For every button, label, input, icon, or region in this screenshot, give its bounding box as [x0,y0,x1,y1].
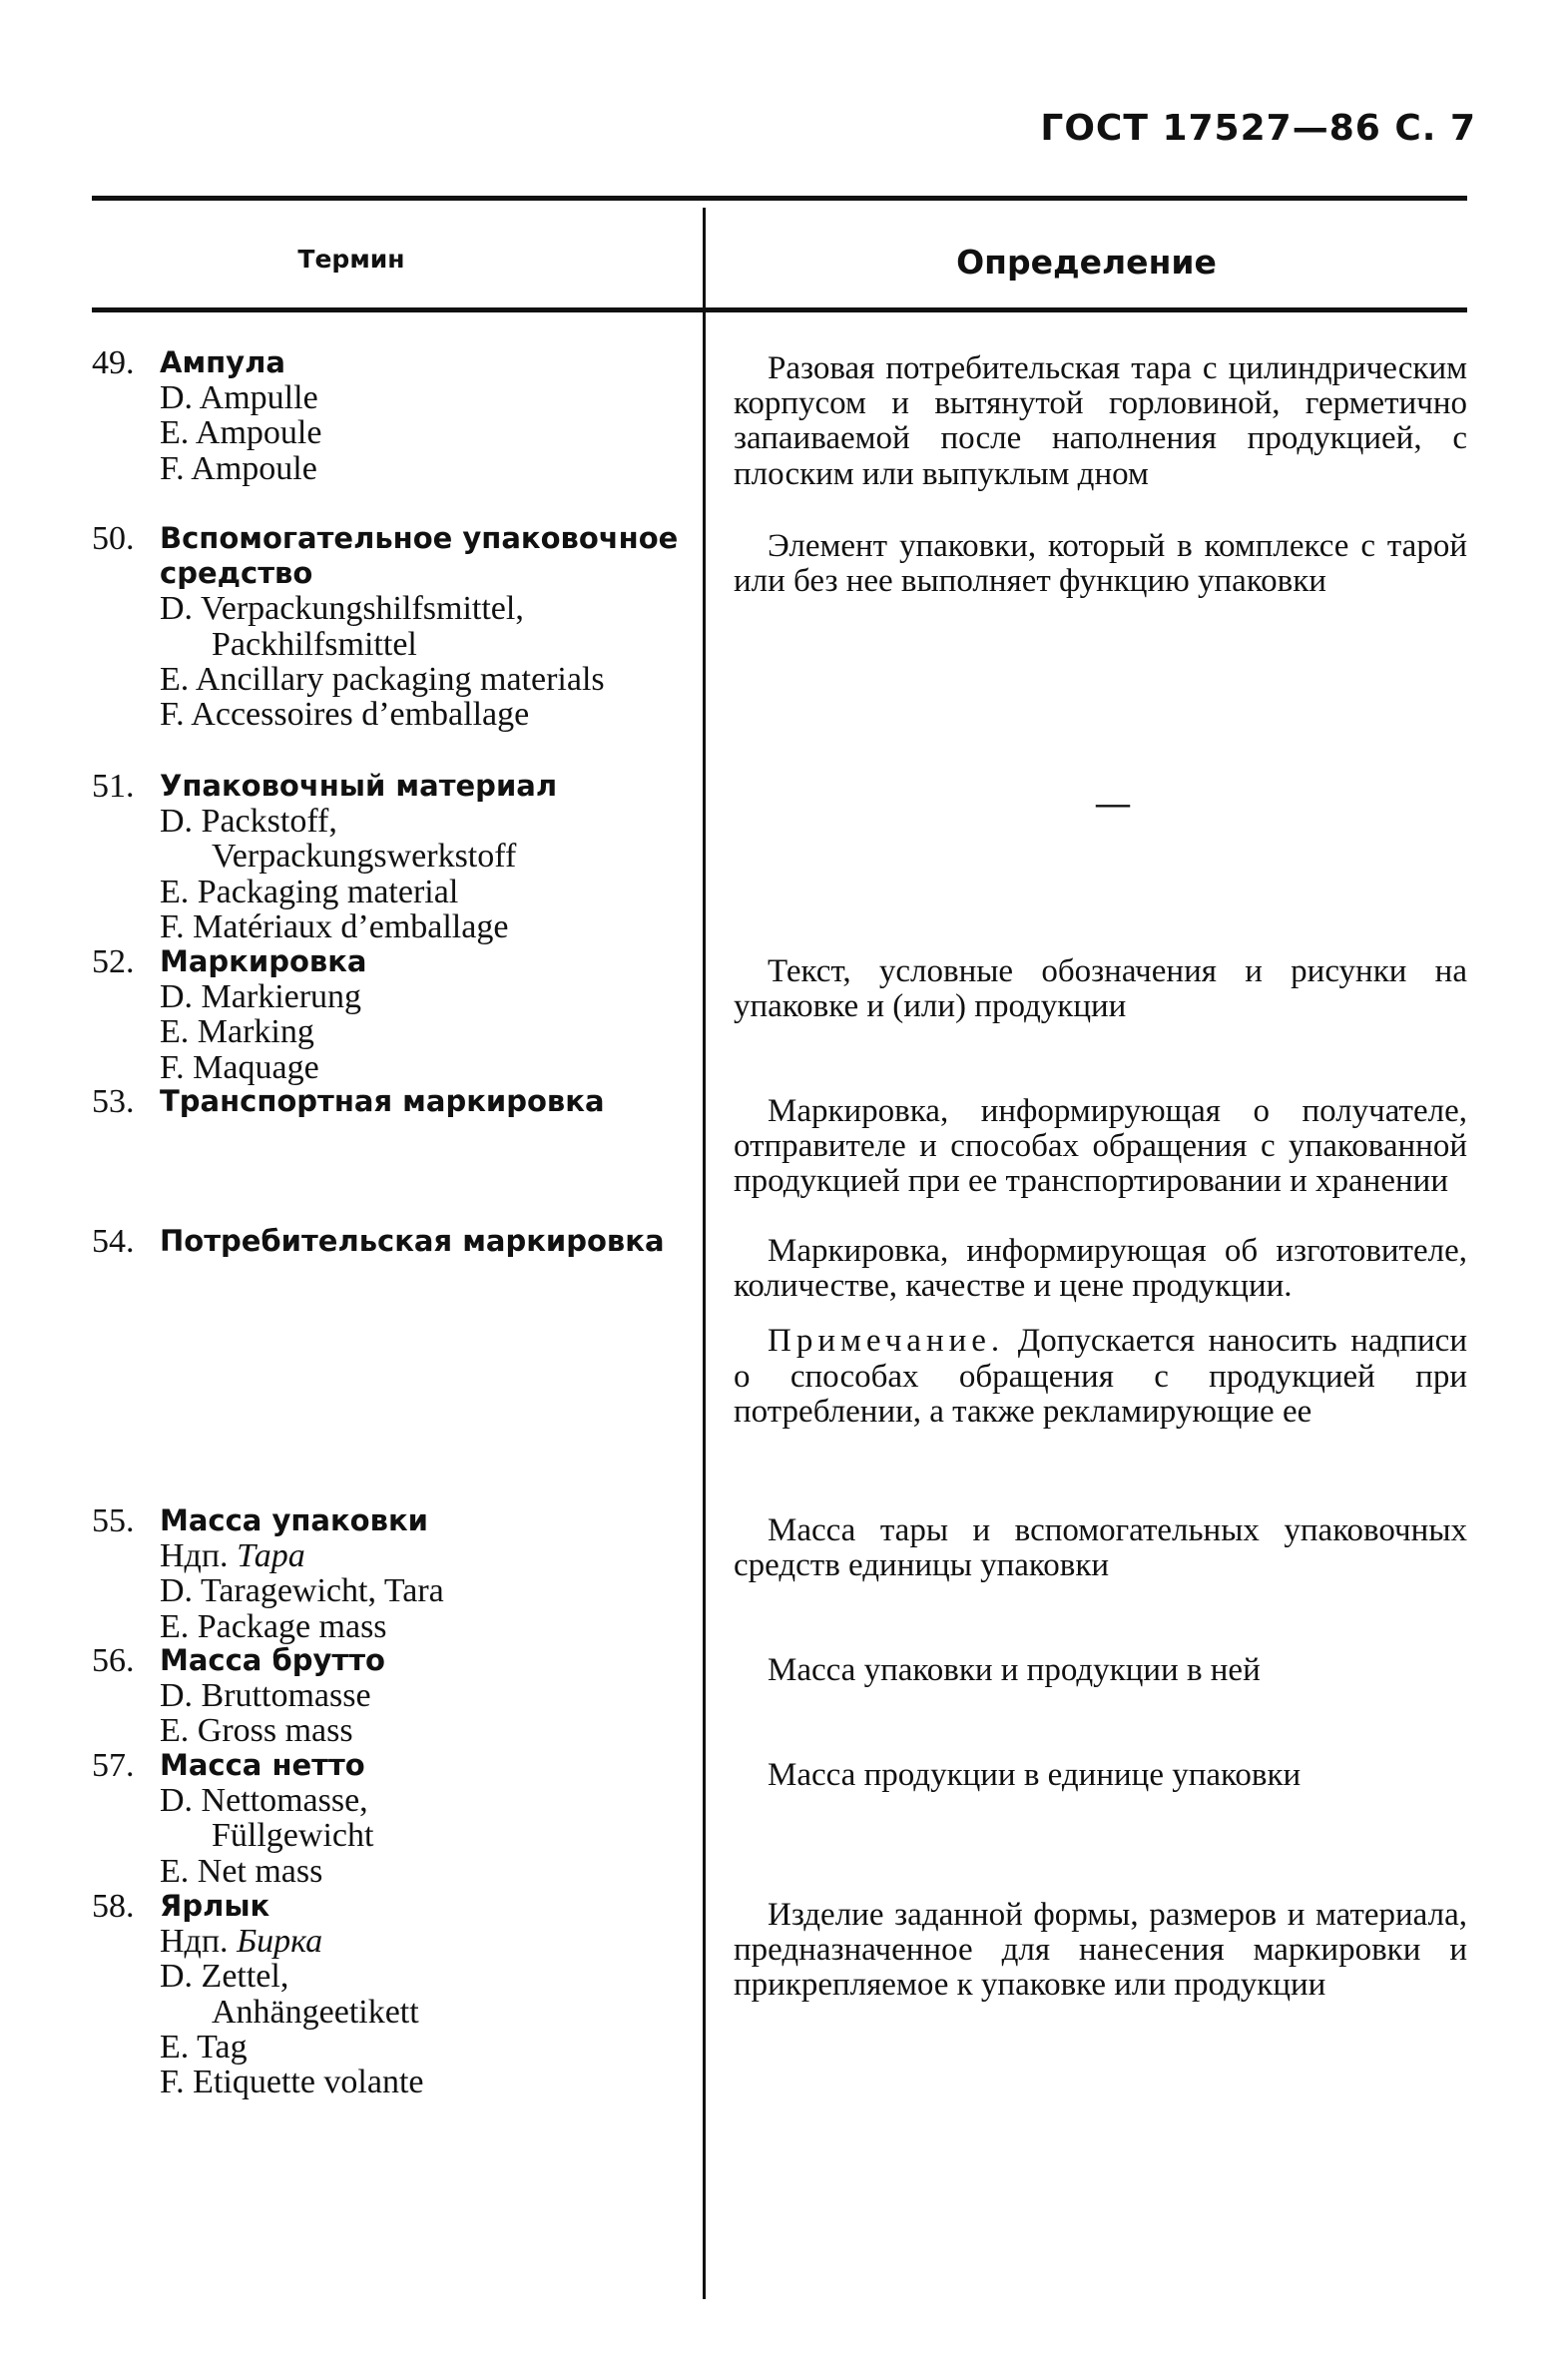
definition-53: Маркировка, информирующая о получателе, отправителе и способах обращения с упакованной продукцией при ее транспортировании и хранении [734,1093,1467,1200]
term-translation: F. Etiquette volante [160,2064,424,2101]
term-translation: F. Ampoule [160,449,317,487]
term-entry-50 [92,521,691,732]
term-number: 50. [92,520,135,557]
term-translation: E. Ampoule [160,414,322,452]
term-number: 55. [92,1502,135,1539]
term-translation: D. Verpackungshilfsmittel, [160,590,524,628]
term-translation: E. Tag [160,2028,248,2066]
term-name: Упаковочный материал [160,769,558,803]
column-header-term: Термин [297,245,405,274]
table-top-rule [92,196,1467,201]
term-translation: F. Accessoires d’emballage [160,696,530,734]
definition-54: Маркировка, информирующая об изготовителе, количестве, качестве и цене продукции. Примечание. Допускается наносить надписи о способах обращения с продукцией при потреблении, а также рекламирующие ее [734,1233,1467,1430]
term-entry-56 [92,1643,691,1749]
term-translation: E. Package mass [160,1607,387,1645]
term-number: 57. [92,1747,135,1784]
term-entry-52 [92,944,691,1085]
term-translation: D. Packstoff, [160,803,337,841]
table-header-rule [92,307,1467,312]
term-translation: Packhilfsmittel [212,625,417,663]
term-translation: E. Packaging material [160,873,459,910]
term-translation: E. Gross mass [160,1712,353,1750]
definition-57: Масса продукции в единице упаковки [768,1757,1302,1793]
page-reference: ГОСТ 17527—86 С. 7 [1040,108,1476,149]
term-translation: F. Maquage [160,1048,319,1086]
term-translation: E. Net mass [160,1852,323,1890]
column-divider [703,208,706,2299]
term-translation: Füllgewicht [212,1817,374,1855]
term-entry-51 [92,769,691,944]
term-entry-53 [92,1084,691,1119]
term-number: 52. [92,943,135,980]
definition-55: Масса тары и вспомогательных упаковочных средств единицы упаковки [734,1512,1467,1584]
column-header-definition: Определение [956,243,1217,282]
term-translation: Anhängeetikett [212,1993,419,2031]
term-number: 49. [92,344,135,381]
definition-50: Элемент упаковки, который в комплексе с тарой или без нее выполняет функцию упаковки [734,528,1467,600]
term-name: Масса нетто [160,1748,365,1782]
definition-49: Разовая потребительская тара с цилиндрическим корпусом и вытянутой горловиной, герметично запаиваемой после наполнения продукцией, с плоским или выпуклым дном [734,350,1467,492]
term-name: Ярлык [160,1889,270,1923]
definition-52: Текст, условные обозначения и рисунки на упаковке и (или) продукции [734,953,1467,1025]
term-translation: D. Zettel, [160,1958,289,1996]
term-name: Ампула [160,345,285,379]
term-name: Транспортная маркировка [160,1084,605,1118]
term-name: Масса упаковки [160,1503,428,1537]
term-translation: Verpackungswerkstoff [212,838,517,876]
term-name: Вспомогательное упаковочное средство [160,521,679,591]
term-entry-55 [92,1503,691,1644]
term-name: Маркировка [160,944,367,978]
term-entry-57 [92,1748,691,1889]
term-translation: E. Ancillary packaging materials [160,660,605,698]
term-name: Масса брутто [160,1643,385,1677]
definition-51: — [1096,785,1130,822]
deprecated-term: Ндп. Тара [160,1537,305,1575]
term-entry-54 [92,1224,691,1259]
term-translation: D. Bruttomasse [160,1677,371,1715]
term-number: 51. [92,768,135,805]
definition-56: Масса упаковки и продукции в ней [768,1652,1261,1688]
term-number: 56. [92,1642,135,1679]
definition-54-note: Примечание. Допускается наносить надписи о способах обращения с продукцией при потреблении, а также рекламирующие ее [734,1323,1467,1430]
definition-58: Изделие заданной формы, размеров и материала, предназначенное для нанесения маркировки и прикрепляемое к упаковке или продукции [734,1897,1467,2004]
term-number: 53. [92,1083,135,1120]
term-number: 54. [92,1223,135,1260]
term-translation: E. Marking [160,1013,314,1051]
term-translation: F. Matériaux d’emballage [160,907,509,945]
term-translation: D. Markierung [160,978,362,1016]
term-entry-49 [92,345,691,486]
term-translation: D. Taragewicht, Tara [160,1572,444,1610]
term-translation: D. Ampulle [160,379,318,417]
term-translation: D. Nettomasse, [160,1782,368,1820]
term-entry-58 [92,1889,691,2099]
term-name: Потребительская маркировка [160,1224,665,1258]
term-number: 58. [92,1888,135,1925]
deprecated-term: Ндп. Бирка [160,1923,323,1961]
